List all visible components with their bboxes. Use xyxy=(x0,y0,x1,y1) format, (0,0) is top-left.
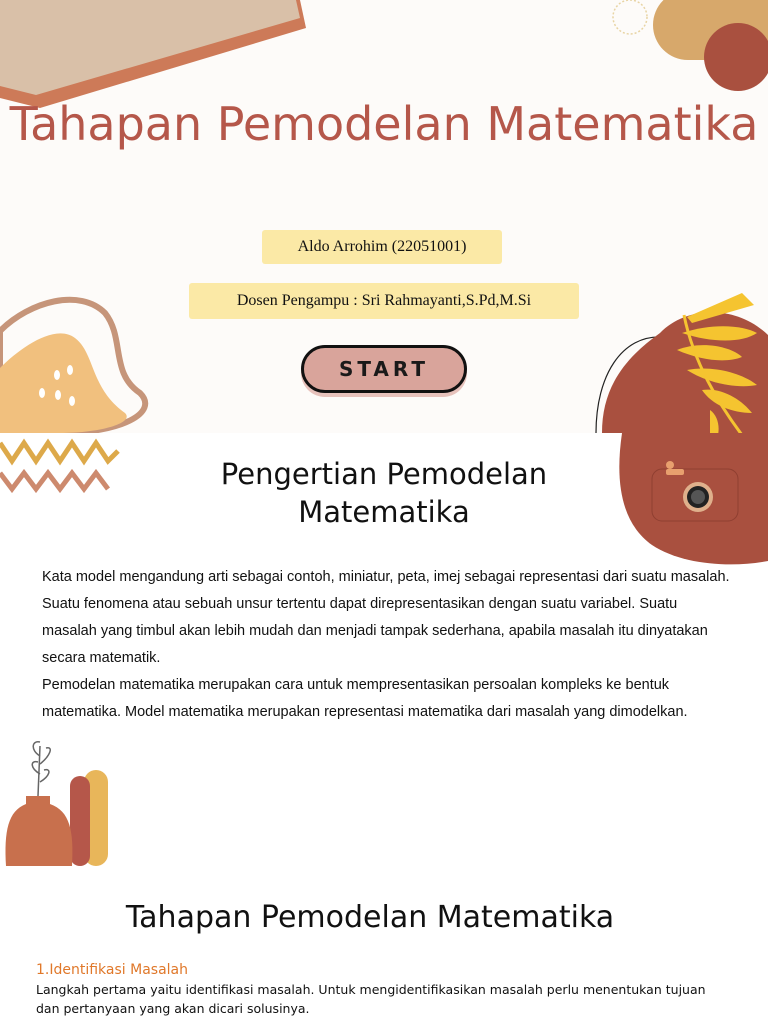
stages-slide xyxy=(0,866,768,1024)
step-1-title: 1.Identifikasi Masalah xyxy=(36,962,189,978)
definition-body xyxy=(42,564,732,726)
plant-leaf-decoration xyxy=(592,295,768,433)
presentation-title: Tahapan Pemodelan Matematika xyxy=(9,97,759,151)
definition-heading-line2: Matematika xyxy=(298,495,470,529)
start-button[interactable]: START xyxy=(301,345,467,393)
paragraph: Kata model mengandung arti sebagai contoh, miniatur, peta, imej sebagai representasi dari suatu masalah. xyxy=(42,569,730,585)
step-1-description: Langkah pertama yaitu identifikasi masalah. Untuk mengidentifikasikan masalah perlu menentukan tujuan dan pertanyaan yang akan dicari solusinya. xyxy=(36,982,706,1016)
paragraph: Pemodelan matematika merupakan cara untuk mempresentasikan persoalan kompleks ke bentuk matematika. Model matematika merupakan representasi matematika dari masalah yang dimodelkan. xyxy=(42,677,688,720)
vase-decoration xyxy=(0,746,115,866)
circles-decoration xyxy=(605,0,768,100)
paragraph: Suatu fenomena atau sebuah unsur tertentu dapat direpresentasikan dengan suatu variabel. Suatu masalah yang timbul akan lebih mudah dan menjadi tampak sederhana, apabila masalah itu dinyatakan secara matematik. xyxy=(42,596,708,666)
definition-heading xyxy=(0,455,768,531)
lecturer-name: Dosen Pengampu : Sri Rahmayanti,S.Pd,M.Si xyxy=(189,283,579,319)
definition-slide xyxy=(0,433,768,866)
blob-decoration xyxy=(0,293,160,433)
stages-heading: Tahapan Pemodelan Matematika xyxy=(125,900,615,935)
student-name: Aldo Arrohim (22051001) xyxy=(262,230,502,264)
title-slide xyxy=(0,0,768,433)
definition-heading-line1: Pengertian Pemodelan xyxy=(220,457,548,491)
